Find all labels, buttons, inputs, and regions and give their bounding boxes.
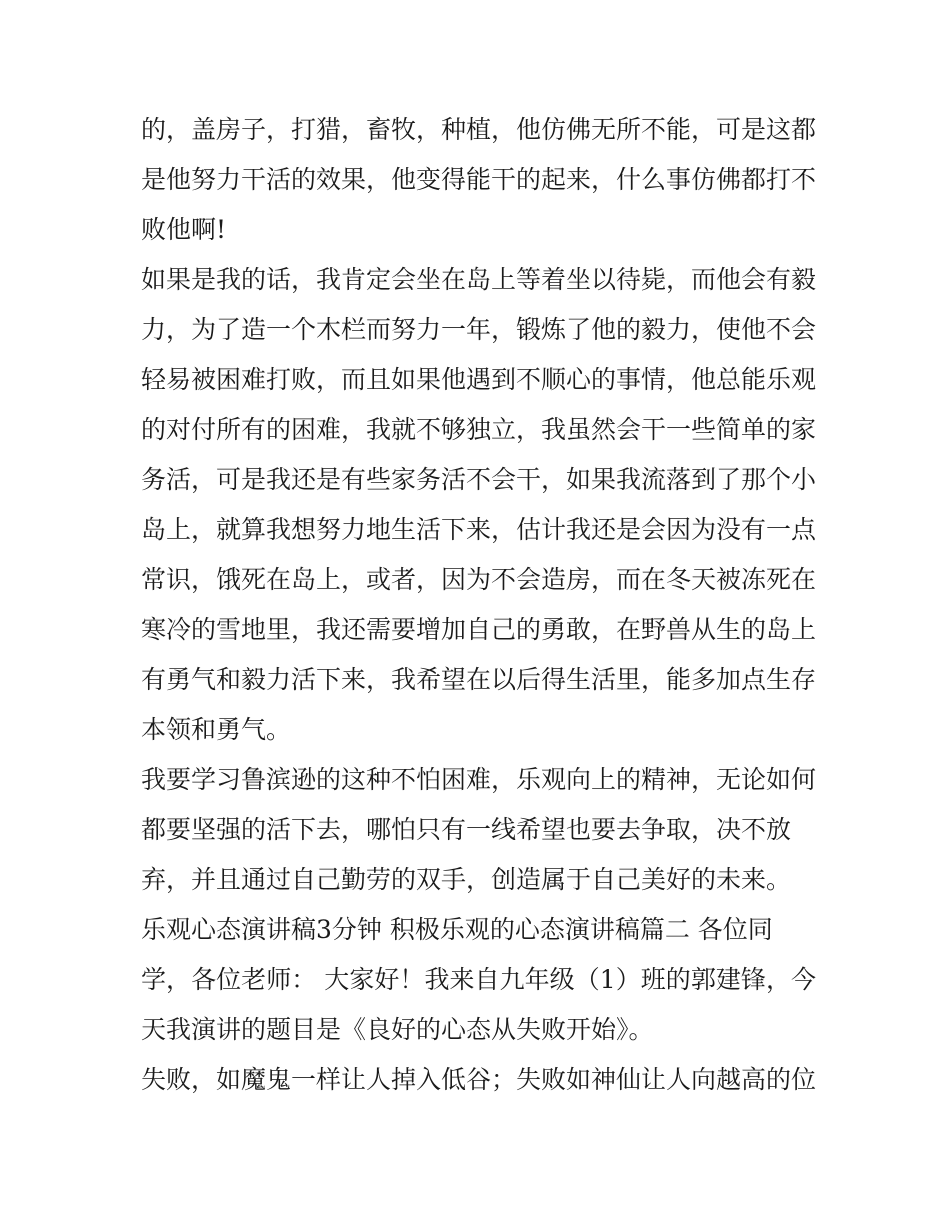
text-line: 乐观心态演讲稿3分钟 积极乐观的心态演讲稿篇二 各位同 <box>141 915 773 944</box>
text-line: 败他啊! <box>141 215 227 244</box>
text-line: 轻易被困难打败，而且如果他遇到不顺心的事情，他总能乐观 <box>141 365 817 394</box>
text-line: 寒冷的雪地里，我还需要增加自己的勇敢，在野兽从生的岛上 <box>141 615 817 644</box>
text-line: 是他努力干活的效果，他变得能干的起来，什么事仿佛都打不 <box>141 165 817 194</box>
text-line: 我要学习鲁滨逊的这种不怕困难，乐观向上的精神，无论如何 <box>141 765 817 794</box>
text-line: 务活，可是我还是有些家务活不会干，如果我流落到了那个小 <box>141 465 817 494</box>
text-line: 的，盖房子，打猎，畜牧，种植，他仿佛无所不能，可是这都 <box>141 115 817 144</box>
text-line: 学，各位老师： 大家好！我来自九年级（1）班的郭建锋，今 <box>141 965 816 994</box>
text-line: 如果是我的话，我肯定会坐在岛上等着坐以待毙，而他会有毅 <box>141 265 817 294</box>
text-line: 失败，如魔鬼一样让人掉入低谷；失败如神仙让人向越高的位 <box>141 1065 817 1094</box>
text-line: 力，为了造一个木栏而努力一年，锻炼了他的毅力，使他不会 <box>141 315 817 344</box>
text-line: 天我演讲的题目是《良好的心态从失败开始》。 <box>141 1015 654 1044</box>
document-body <box>141 105 816 1105</box>
text-line: 岛上，就算我想努力地生活下来，估计我还是会因为没有一点 <box>141 515 817 544</box>
text-line: 的对付所有的困难，我就不够独立，我虽然会干一些简单的家 <box>141 415 817 444</box>
text-line: 有勇气和毅力活下来，我希望在以后得生活里，能多加点生存 <box>141 665 817 694</box>
text-line: 弃，并且通过自己勤劳的双手，创造属于自己美好的未来。 <box>141 865 792 894</box>
text-line: 常识，饿死在岛上，或者，因为不会造房，而在冬天被冻死在 <box>141 565 817 594</box>
text-line: 都要坚强的活下去，哪怕只有一线希望也要去争取，决不放 <box>141 815 792 844</box>
text-line: 本领和勇气。 <box>141 715 292 744</box>
